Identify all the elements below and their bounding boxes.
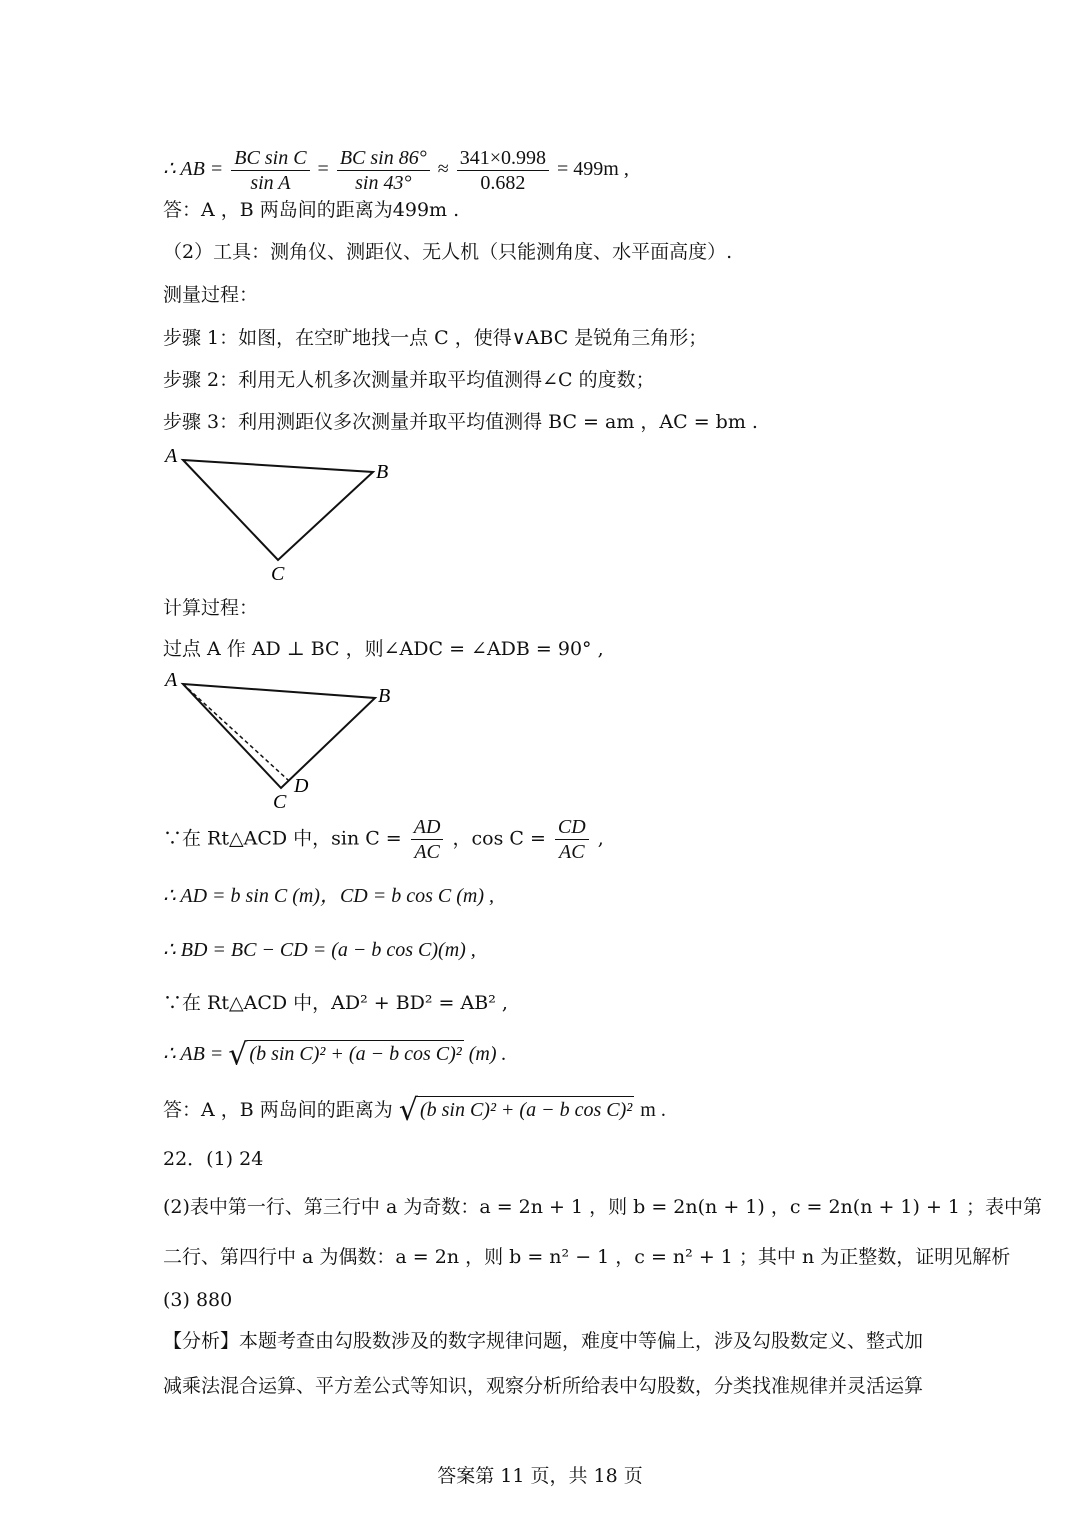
sin-num: AD	[411, 815, 444, 840]
fraction-2	[337, 146, 430, 195]
ad-cd-line: ∴ AD = b sin C (m)，CD = b cos C (m) ,	[163, 885, 495, 907]
fraction-1	[231, 146, 309, 195]
fraction-1-num: BC sin C	[231, 146, 309, 171]
triangle-figure-2	[163, 668, 423, 818]
ab-sqrt-prefix: ∴ AB =	[163, 1043, 224, 1065]
analysis-line-2: 减乘法混合运算、平方差公式等知识，观察分析所给表中勾股数，分类找准规律并灵活运算	[163, 1375, 924, 1397]
sincos-end: ,	[597, 827, 604, 850]
fig2-label-b: B	[378, 685, 391, 707]
tools-line: （2）工具：测角仪、测距仪、无人机（只能测角度、水平面高度）.	[163, 241, 733, 263]
calc-title: 计算过程：	[163, 597, 259, 619]
answer-2-radicand: (b sin C)² + (a − b cos C)²	[418, 1096, 634, 1123]
sincos-mid: ，cos C =	[452, 827, 546, 850]
answer-2-prefix: 答：A ，B 两岛间的距离为	[163, 1099, 393, 1121]
fig2-label-d: D	[294, 775, 309, 797]
fig1-label-a: A	[165, 445, 178, 467]
approx-sign: ≈	[437, 158, 449, 181]
sin-cos-line	[163, 815, 604, 864]
cos-num: CD	[555, 815, 589, 840]
ab-result: = 499m ,	[557, 158, 629, 181]
triangle-abc	[183, 460, 373, 560]
ab-sqrt-suffix: (m) .	[468, 1043, 507, 1065]
fraction-3-num: 341×0.998	[457, 146, 549, 171]
triangle-figure-1	[163, 440, 423, 590]
pythagoras-line: ∵在 Rt△ACD 中，AD² + BD² = AB² ,	[163, 992, 508, 1014]
fraction-2-den: sin 43°	[355, 172, 412, 194]
q22-part2-line2: 二行、第四行中 a 为偶数：a = 2n ，则 b = n² − 1 ，c = n² + 1 ；其中 n 为正整数，证明见解析	[163, 1246, 1011, 1268]
cos-den: AC	[559, 841, 585, 863]
answer-1: 答：A ，B 两岛间的距离为499m .	[163, 199, 460, 221]
ab-prefix: ∴ AB =	[163, 158, 224, 181]
analysis-line-1: 【分析】本题考查由勾股数涉及的数字规律问题，难度中等偏上，涉及勾股数定义、整式加	[163, 1330, 924, 1352]
ab-formula-line: ∴ AB = $\frac{\text{BC sin C}}{\text{sin A}}$ = $\frac{\text{BC sin 86°}}{\sin 43^\circ}$ ≈ $\frac{341\times 0.998}{0.682}$ = 499m ,	[163, 147, 629, 194]
fig1-label-b: B	[376, 461, 389, 483]
cos-fraction	[555, 815, 589, 864]
fraction-1-den: sin A	[250, 172, 291, 194]
altitude-ad	[183, 684, 288, 780]
fraction-2-num: BC sin 86°	[337, 146, 430, 171]
step-3: 步骤 3：利用测距仪多次测量并取平均值测得 BC = am ，AC = bm .	[163, 411, 758, 433]
answer-2	[163, 1093, 666, 1128]
bd-line: ∴ BD = BC − CD = (a − b cos C)(m) ,	[163, 939, 476, 961]
step-2: 步骤 2：利用无人机多次测量并取平均值测得∠C 的度数；	[163, 369, 655, 391]
perpendicular-line: 过点 A 作 AD ⊥ BC ，则∠ADC = ∠ADB = 90° ,	[163, 638, 604, 660]
fig2-label-a: A	[165, 669, 178, 691]
q22-part1: 22．(1) 24	[163, 1148, 264, 1170]
radical-sign-2: √	[398, 1093, 418, 1128]
fig2-label-c: C	[273, 791, 287, 813]
answer-2-suffix: m .	[640, 1099, 666, 1121]
q22-part3: (3) 880	[163, 1289, 233, 1311]
sin-fraction	[411, 815, 444, 864]
ab-radicand: (b sin C)² + (a − b cos C)²	[247, 1040, 463, 1067]
fraction-3-den: 0.682	[480, 172, 526, 194]
sincos-prefix: ∵在 Rt△ACD 中，sin C =	[163, 827, 402, 850]
triangle-abc-2	[183, 684, 375, 788]
process-title: 测量过程：	[163, 284, 259, 306]
step-1: 步骤 1：如图，在空旷地找一点 C ，使得∨ABC 是锐角三角形；	[163, 327, 708, 349]
radical-sign: √	[228, 1037, 248, 1073]
q22-part2-line1: (2)表中第一行、第三行中 a 为奇数：a = 2n + 1 ，则 b = 2n(n + 1) ，c = 2n(n + 1) + 1 ；表中第	[163, 1196, 1043, 1218]
sin-den: AC	[414, 841, 440, 863]
fraction-3	[457, 146, 549, 195]
page-footer: 答案第 11 页，共 18 页	[437, 1465, 643, 1487]
fig1-label-c: C	[271, 563, 285, 585]
ab-sqrt-line	[163, 1037, 507, 1073]
